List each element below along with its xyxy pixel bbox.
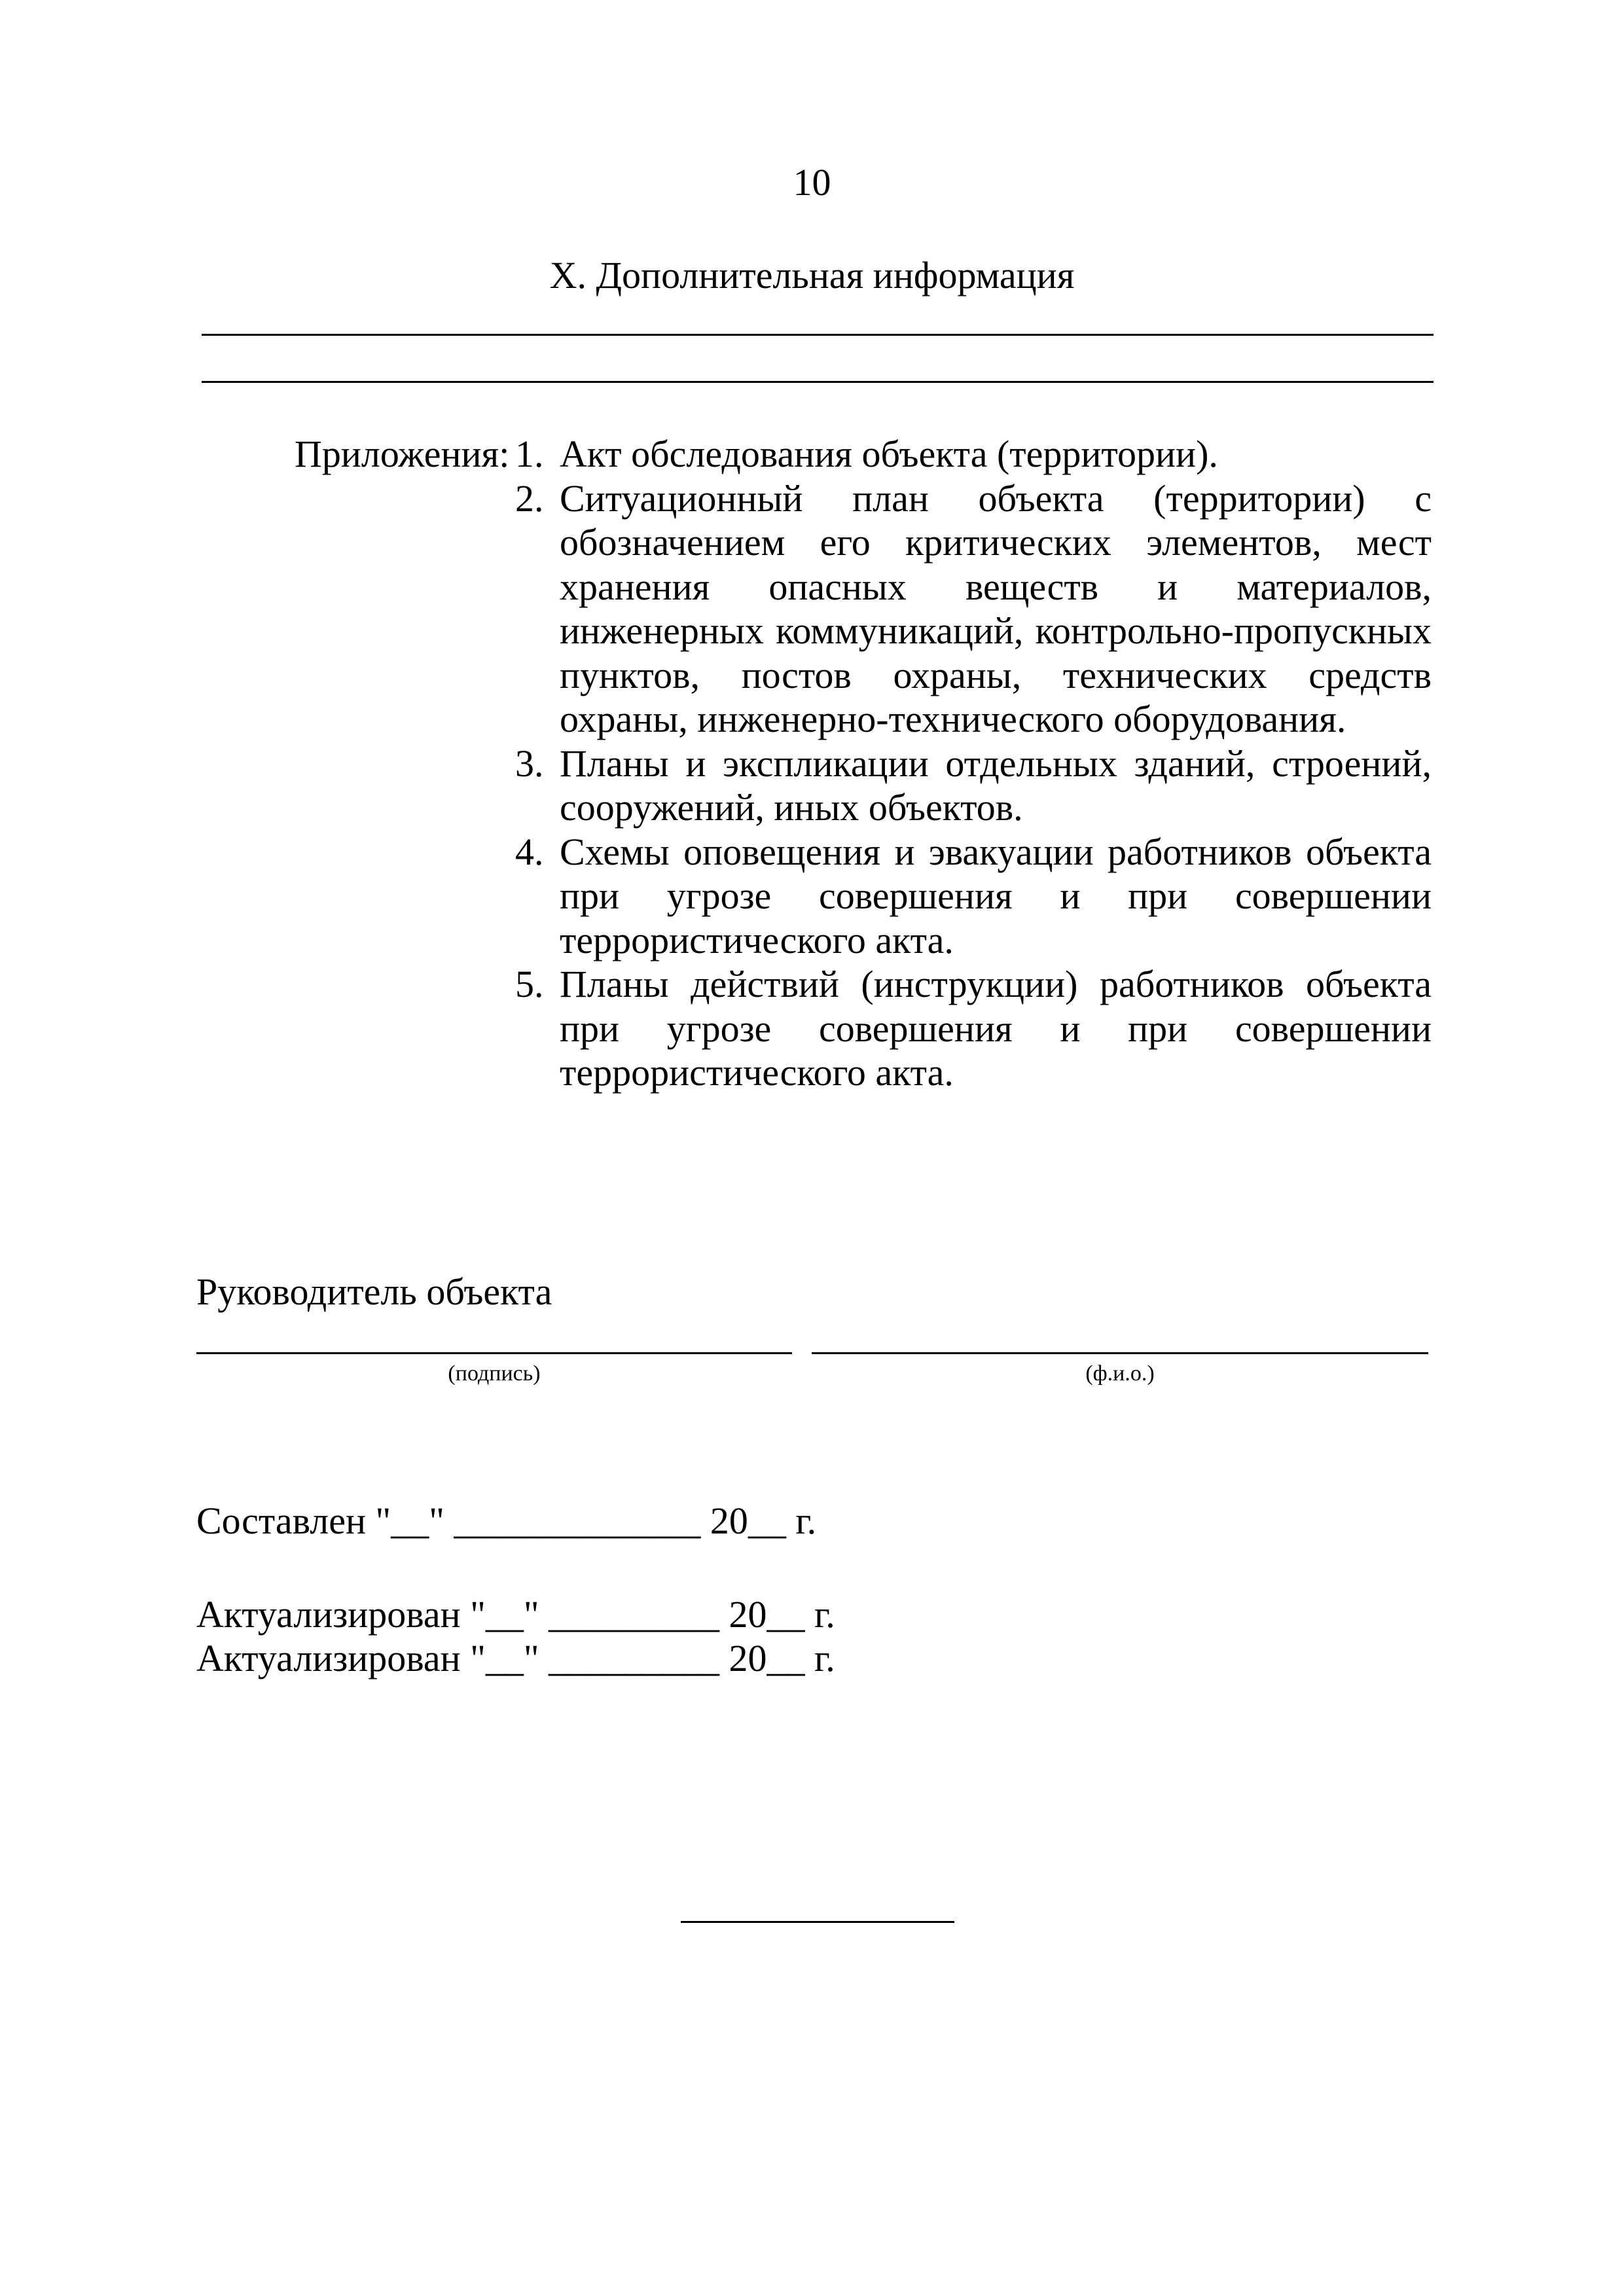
appendix-item: [515, 432, 1432, 476]
appendix-item: [515, 742, 1432, 830]
appendix-text: Планы и экспликации отдельных зданий, строений, сооружений, иных объектов.: [560, 742, 1432, 829]
appendix-text: Схемы оповещения и эвакуации работников объекта при угрозе совершения и при совершении террористического акта.: [560, 830, 1432, 961]
appendix-text: Ситуационный план объекта (территории) с обозначением его критических элементов, мест хранения опасных веществ и материалов, инженерных коммуникаций, контрольно-пропускных пунктов, постов охраны, технических средств охраны, инженерно-технического оборудования.: [560, 476, 1432, 740]
blank-info-line: [202, 381, 1434, 383]
appendix-item: [515, 830, 1432, 963]
appendix-number: 4.: [515, 830, 544, 873]
appendix-item: [515, 476, 1432, 742]
appendices-list: [515, 432, 1432, 1095]
appendices-label: Приложения:: [295, 433, 510, 475]
appendix-number: 3.: [515, 742, 544, 785]
full-name-line: [812, 1352, 1428, 1354]
signature-caption: (подпись): [448, 1361, 541, 1386]
appendix-text: Планы действий (инструкции) работников объекта при угрозе совершения и при совершении террористического акта.: [560, 963, 1432, 1094]
object-head-label: Руководитель объекта: [196, 1270, 552, 1313]
appendix-number: 5.: [515, 963, 544, 1005]
full-name-caption: (ф.и.о.): [1085, 1361, 1155, 1386]
appendix-text: Акт обследования объекта (территории).: [560, 433, 1218, 475]
end-separator-line: [681, 1921, 954, 1923]
appendix-number: 2.: [515, 476, 544, 520]
appendix-item: [515, 962, 1432, 1095]
signature-line: [196, 1352, 792, 1354]
blank-info-line: [202, 334, 1434, 336]
compiled-date-line: Составлен "__" _____________ 20__ г.: [196, 1499, 817, 1542]
updated-date-line: Актуализирован "__" _________ 20__ г.: [196, 1637, 835, 1679]
appendix-number: 1.: [515, 433, 544, 475]
updated-date-line: Актуализирован "__" _________ 20__ г.: [196, 1593, 835, 1636]
section-title: X. Дополнительная информация: [549, 254, 1075, 296]
page-number: 10: [793, 161, 831, 204]
